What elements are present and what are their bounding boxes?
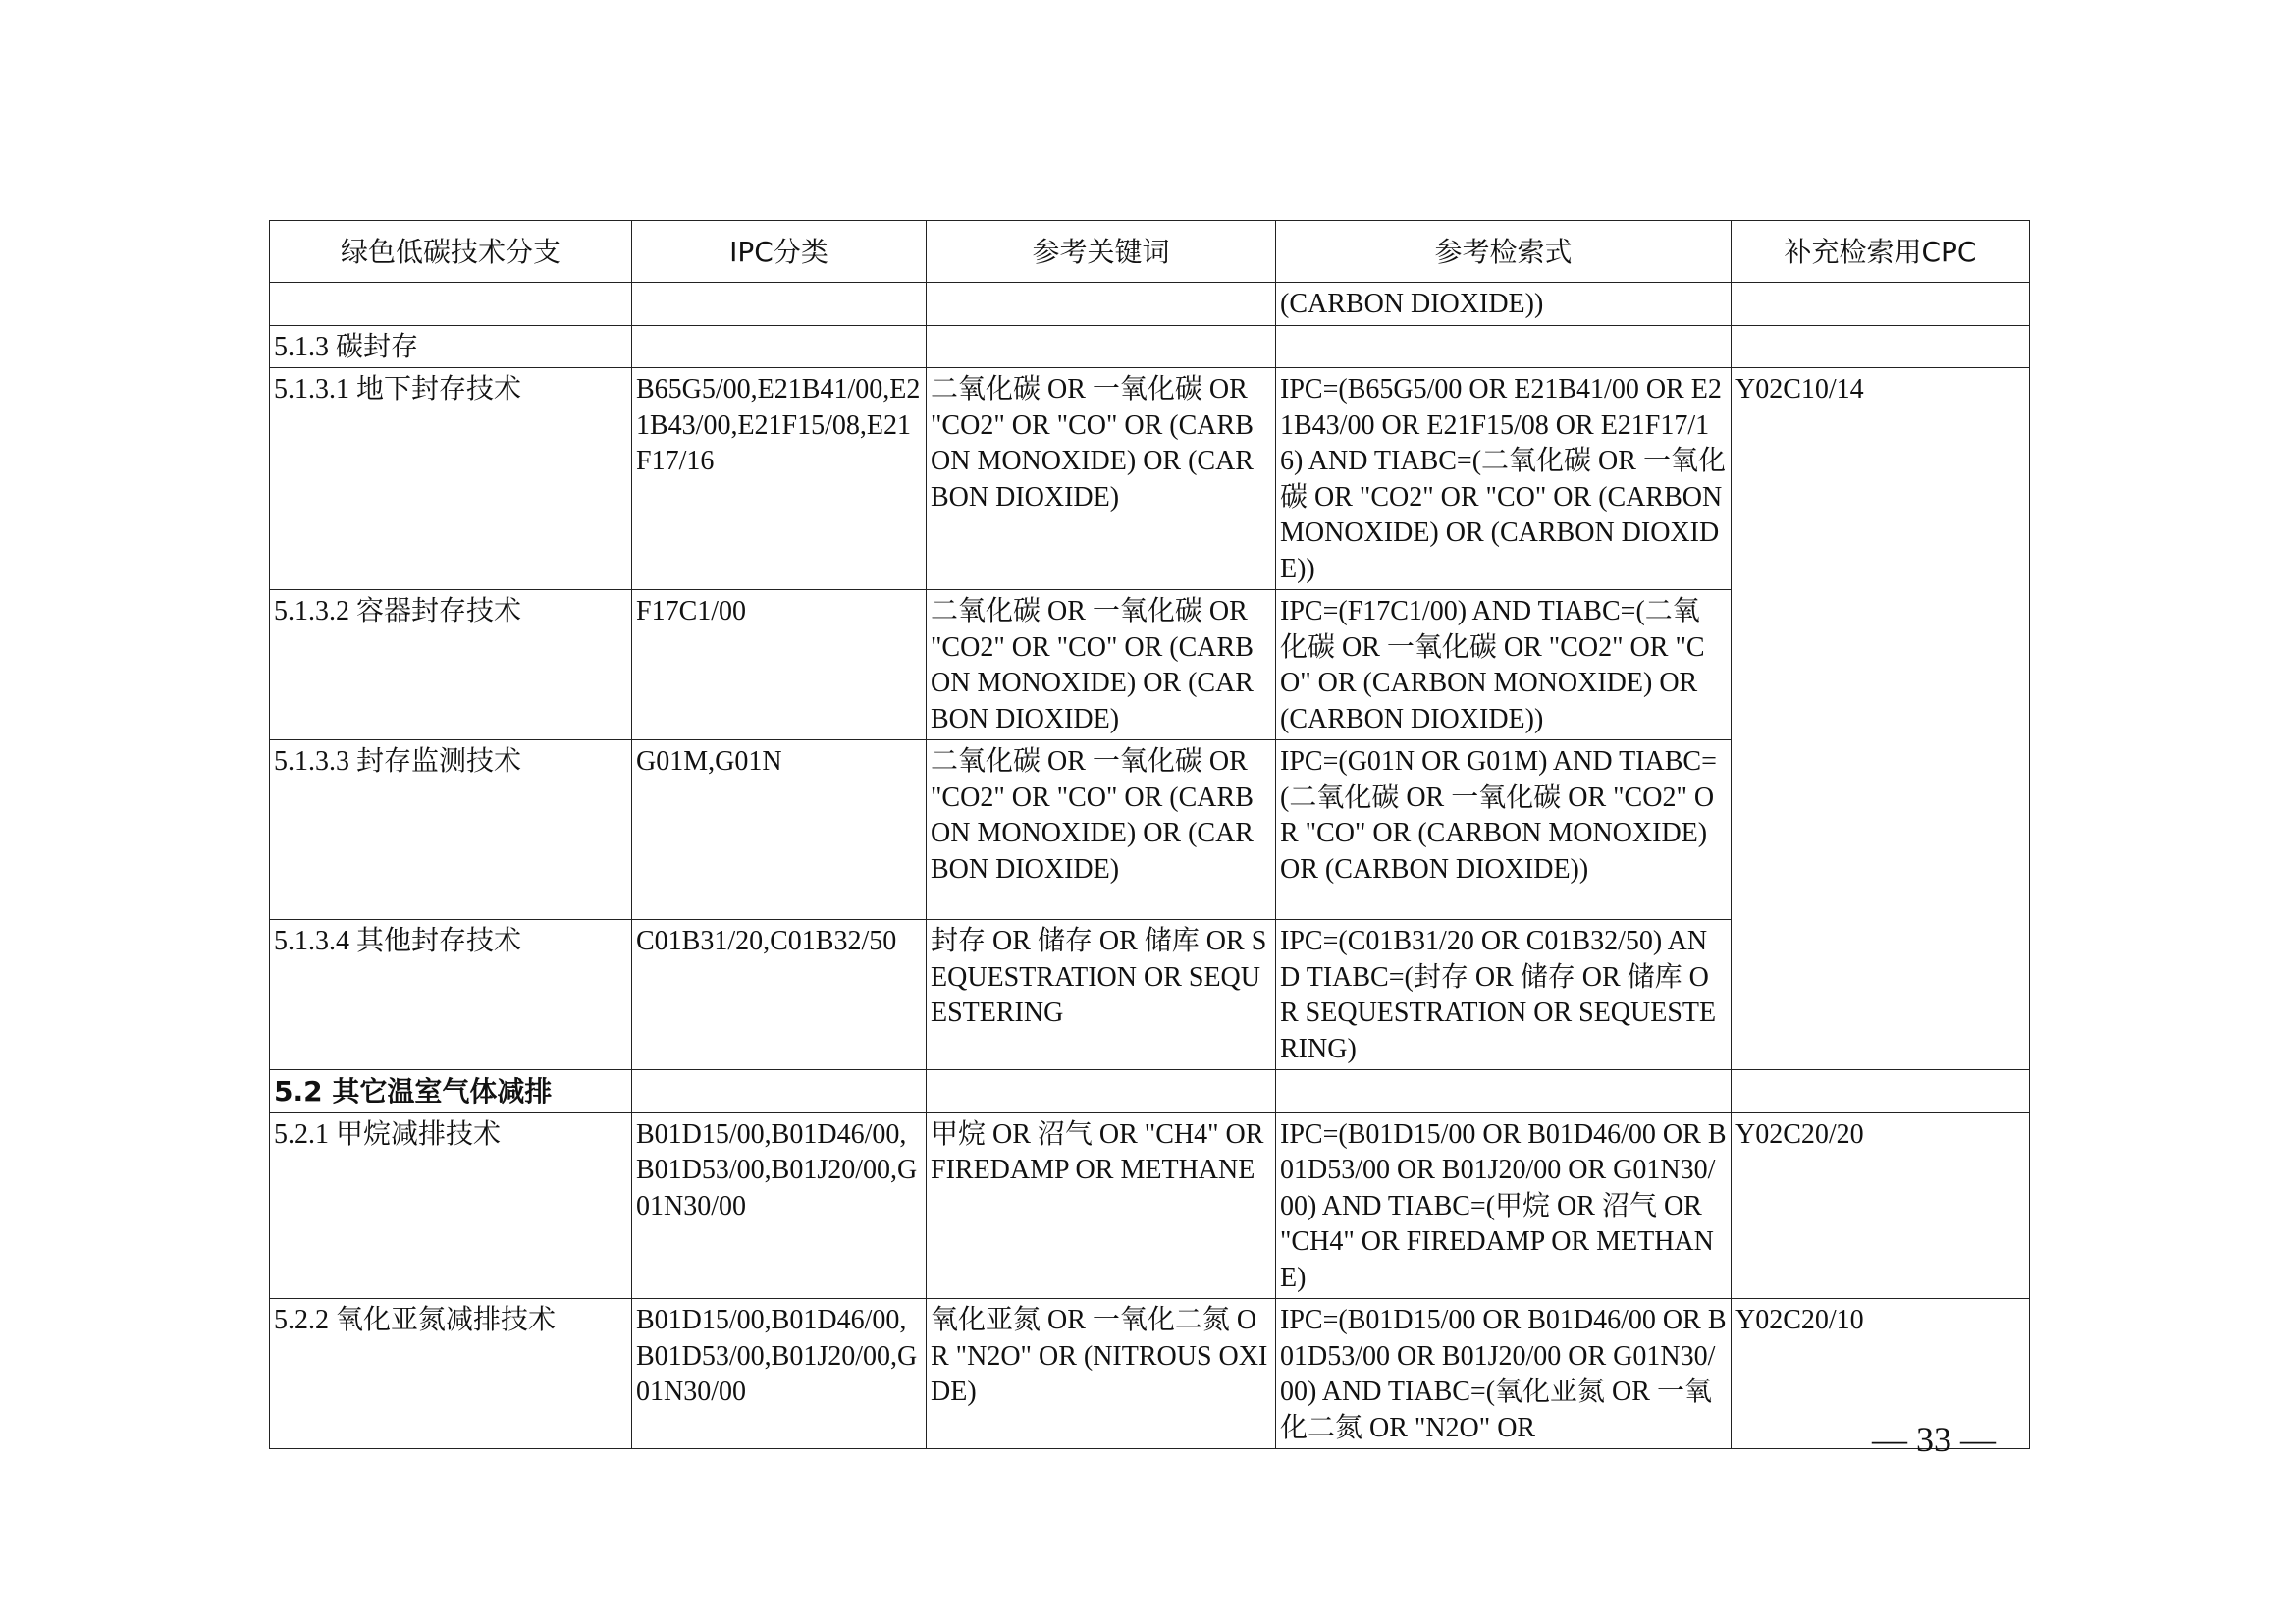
branch-cell: 5.1.3.1 地下封存技术	[270, 368, 632, 590]
keywords-cell	[927, 283, 1276, 326]
table-row	[270, 1299, 2030, 1449]
keywords-cell: 氧化亚氮 OR 一氧化二氮 OR "N2O" OR (NITROUS OXIDE)	[927, 1299, 1276, 1449]
table-header-row	[270, 221, 2030, 283]
table-row	[270, 1112, 2030, 1299]
branch-cell	[270, 283, 632, 326]
ipc-cell	[632, 283, 927, 326]
cpc-cell: Y02C20/20	[1732, 1112, 2030, 1299]
empty-cell	[1276, 1070, 1732, 1113]
table-row	[270, 283, 2030, 326]
query-cell: IPC=(B01D15/00 OR B01D46/00 OR B01D53/00 OR B01J20/00 OR G01N30/00) AND TIABC=(甲烷 OR 沼气 OR "CH4" OR FIREDAMP OR METHANE)	[1276, 1112, 1732, 1299]
query-cell: IPC=(B65G5/00 OR E21B41/00 OR E21B43/00 OR E21F15/08 OR E21F17/16) AND TIABC=(二氧化碳 OR 一氧化碳 OR "CO2" OR "CO" OR (CARBON MONOXIDE) OR (CARBON DIOXIDE))	[1276, 368, 1732, 590]
branch-cell: 5.1.3.2 容器封存技术	[270, 590, 632, 740]
header-keywords: 参考关键词	[927, 221, 1276, 283]
ipc-cell: B01D15/00,B01D46/00,B01D53/00,B01J20/00,G01N30/00	[632, 1112, 927, 1299]
empty-cell	[632, 325, 927, 368]
empty-cell	[1276, 325, 1732, 368]
query-cell: IPC=(G01N OR G01M) AND TIABC=(二氧化碳 OR 一氧化碳 OR "CO2" OR "CO" OR (CARBON MONOXIDE) OR (CARBON DIOXIDE))	[1276, 740, 1732, 920]
ipc-cell: F17C1/00	[632, 590, 927, 740]
ipc-cell: B01D15/00,B01D46/00,B01D53/00,B01J20/00,G01N30/00	[632, 1299, 927, 1449]
cpc-cell	[1732, 283, 2030, 326]
keywords-cell: 二氧化碳 OR 一氧化碳 OR "CO2" OR "CO" OR (CARBON MONOXIDE) OR (CARBON DIOXIDE)	[927, 368, 1276, 590]
section-row	[270, 325, 2030, 368]
header-ipc: IPC分类	[632, 221, 927, 283]
branch-cell: 5.1.3.4 其他封存技术	[270, 920, 632, 1070]
empty-cell	[1732, 325, 2030, 368]
keywords-cell: 封存 OR 储存 OR 储库 OR SEQUESTRATION OR SEQUESTERING	[927, 920, 1276, 1070]
ipc-cell: C01B31/20,C01B32/50	[632, 920, 927, 1070]
cpc-cell: Y02C10/14	[1732, 368, 2030, 1070]
section-title-5-1-3: 5.1.3 碳封存	[270, 325, 632, 368]
empty-cell	[1732, 1070, 2030, 1113]
header-branch: 绿色低碳技术分支	[270, 221, 632, 283]
empty-cell	[927, 1070, 1276, 1113]
ipc-cell: G01M,G01N	[632, 740, 927, 920]
query-cell: IPC=(B01D15/00 OR B01D46/00 OR B01D53/00 OR B01J20/00 OR G01N30/00) AND TIABC=(氧化亚氮 OR 一氧化二氮 OR "N2O" OR	[1276, 1299, 1732, 1449]
cpc-cell: Y02C20/10	[1732, 1299, 2030, 1449]
header-cpc: 补充检索用CPC	[1732, 221, 2030, 283]
branch-cell: 5.1.3.3 封存监测技术	[270, 740, 632, 920]
keywords-cell: 甲烷 OR 沼气 OR "CH4" OR FIREDAMP OR METHANE	[927, 1112, 1276, 1299]
header-query: 参考检索式	[1276, 221, 1732, 283]
green-tech-classification-table	[269, 220, 2030, 1449]
empty-cell	[632, 1070, 927, 1113]
query-cell: IPC=(F17C1/00) AND TIABC=(二氧化碳 OR 一氧化碳 OR "CO2" OR "CO" OR (CARBON MONOXIDE) OR (CARBON DIOXIDE))	[1276, 590, 1732, 740]
branch-cell: 5.2.1 甲烷减排技术	[270, 1112, 632, 1299]
section-title-5-2: 5.2 其它温室气体减排	[270, 1070, 632, 1113]
section-row	[270, 1070, 2030, 1113]
keywords-cell: 二氧化碳 OR 一氧化碳 OR "CO2" OR "CO" OR (CARBON MONOXIDE) OR (CARBON DIOXIDE)	[927, 740, 1276, 920]
query-cell: IPC=(C01B31/20 OR C01B32/50) AND TIABC=(封存 OR 储存 OR 储库 OR SEQUESTRATION OR SEQUESTERING)	[1276, 920, 1732, 1070]
table-row	[270, 368, 2030, 590]
empty-cell	[927, 325, 1276, 368]
branch-cell: 5.2.2 氧化亚氮减排技术	[270, 1299, 632, 1449]
keywords-cell: 二氧化碳 OR 一氧化碳 OR "CO2" OR "CO" OR (CARBON MONOXIDE) OR (CARBON DIOXIDE)	[927, 590, 1276, 740]
query-cell: (CARBON DIOXIDE))	[1276, 283, 1732, 326]
ipc-cell: B65G5/00,E21B41/00,E21B43/00,E21F15/08,E21F17/16	[632, 368, 927, 590]
page-number: — 33 —	[1872, 1420, 1996, 1459]
